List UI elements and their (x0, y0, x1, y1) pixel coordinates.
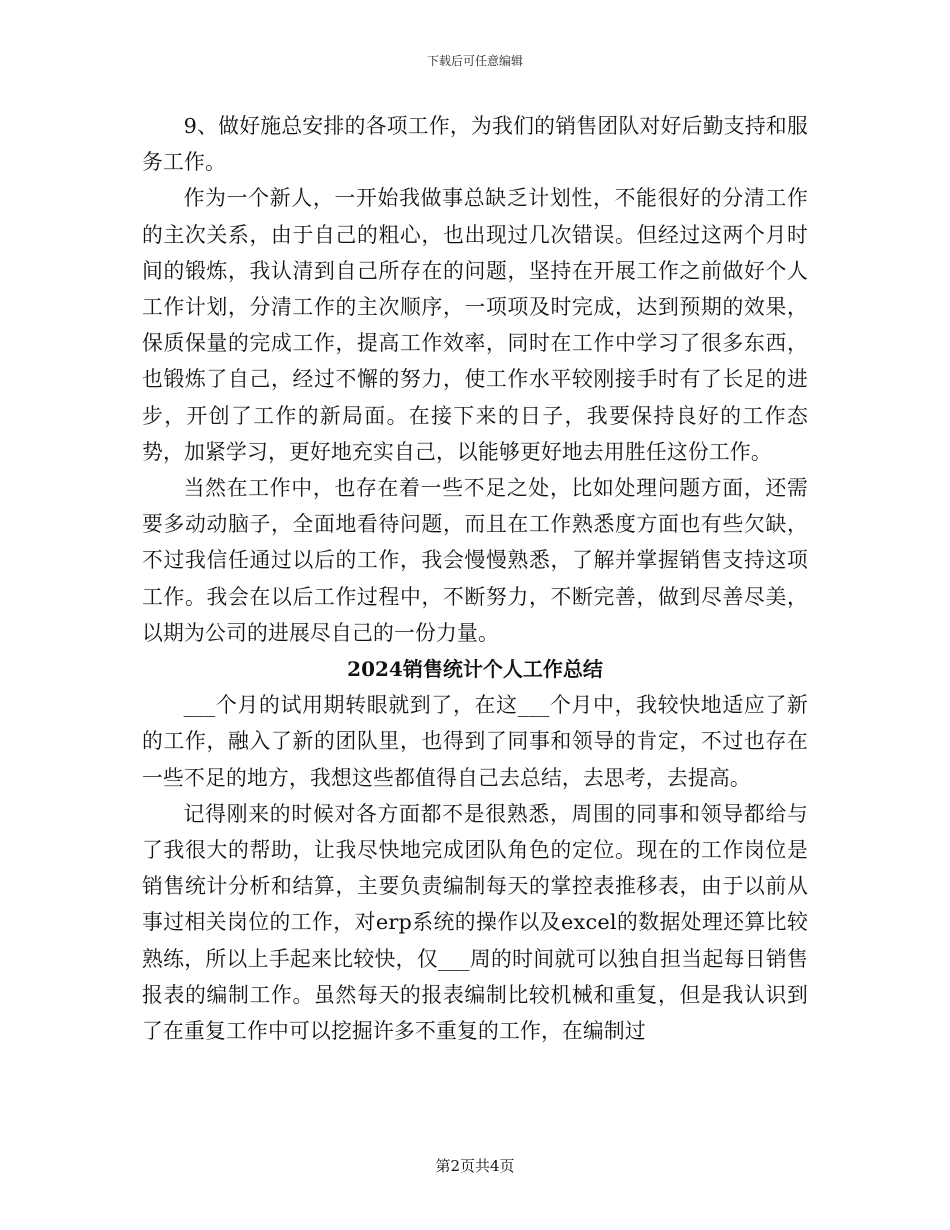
body-paragraph: 作为一个新人，一开始我做事总缺乏计划性，不能很好的分清工作的主次关系，由于自己的粗心，也出现过几次错误。但经过这两个月时间的锻炼，我认清到自己所存在的问题，坚持在开展工作之前做好个人工作计划，分清工作的主次顺序，一项项及时完成，达到预期的效果，保质保量的完成工作，提高工作效率，同时在工作中学习了很多东西，也锻炼了自己，经过不懈的努力，使工作水平较刚接手时有了长足的进步，开创了工作的新局面。在接下来的日子，我要保持良好的工作态势，加紧学习，更好地充实自己，以能够更好地去用胜任这份工作。 (142, 186, 808, 464)
section-title: 2024销售统计个人工作总结 (347, 657, 603, 682)
page-header: 下载后可任意编辑 (426, 54, 523, 68)
body-paragraph: 记得刚来的时候对各方面都不是很熟悉，周围的同事和领导都给与了我很大的帮助，让我尽快地完成团队角色的定位。现在的工作岗位是销售统计分析和结算，主要负责编制每天的掌控表推移表，由于以前从事过相关岗位的工作，对erp系统的操作以及excel的数据处理还算比较熟练，所以上手起来比较快，仅___周的时间就可以独自担当起每日销售报表的编制工作。虽然每天的报表编制比较机械和重复，但是我认识到了在重复工作中可以挖掘许多不重复的工作，在编制过 (142, 801, 808, 1044)
page-footer: 第2页共4页 (435, 1157, 515, 1175)
document-body (142, 108, 808, 1049)
body-paragraph: ___个月的试用期转眼就到了，在这___个月中，我较快地适应了新的工作，融入了新的团队里，也得到了同事和领导的肯定，不过也存在一些不足的地方，我想这些都值得自己去总结，去思考，去提高。 (142, 693, 808, 790)
body-paragraph: 当然在工作中，也存在着一些不足之处，比如处理问题方面，还需要多动动脑子，全面地看待问题，而且在工作熟悉度方面也有些欠缺，不过我信任通过以后的工作，我会慢慢熟悉，了解并掌握销售支持这项工作。我会在以后工作过程中，不断努力，不断完善，做到尽善尽美，以期为公司的进展尽自己的一份力量。 (142, 476, 808, 645)
body-paragraph: 9、做好施总安排的各项工作，为我们的销售团队对好后勤支持和服务工作。 (142, 114, 808, 175)
